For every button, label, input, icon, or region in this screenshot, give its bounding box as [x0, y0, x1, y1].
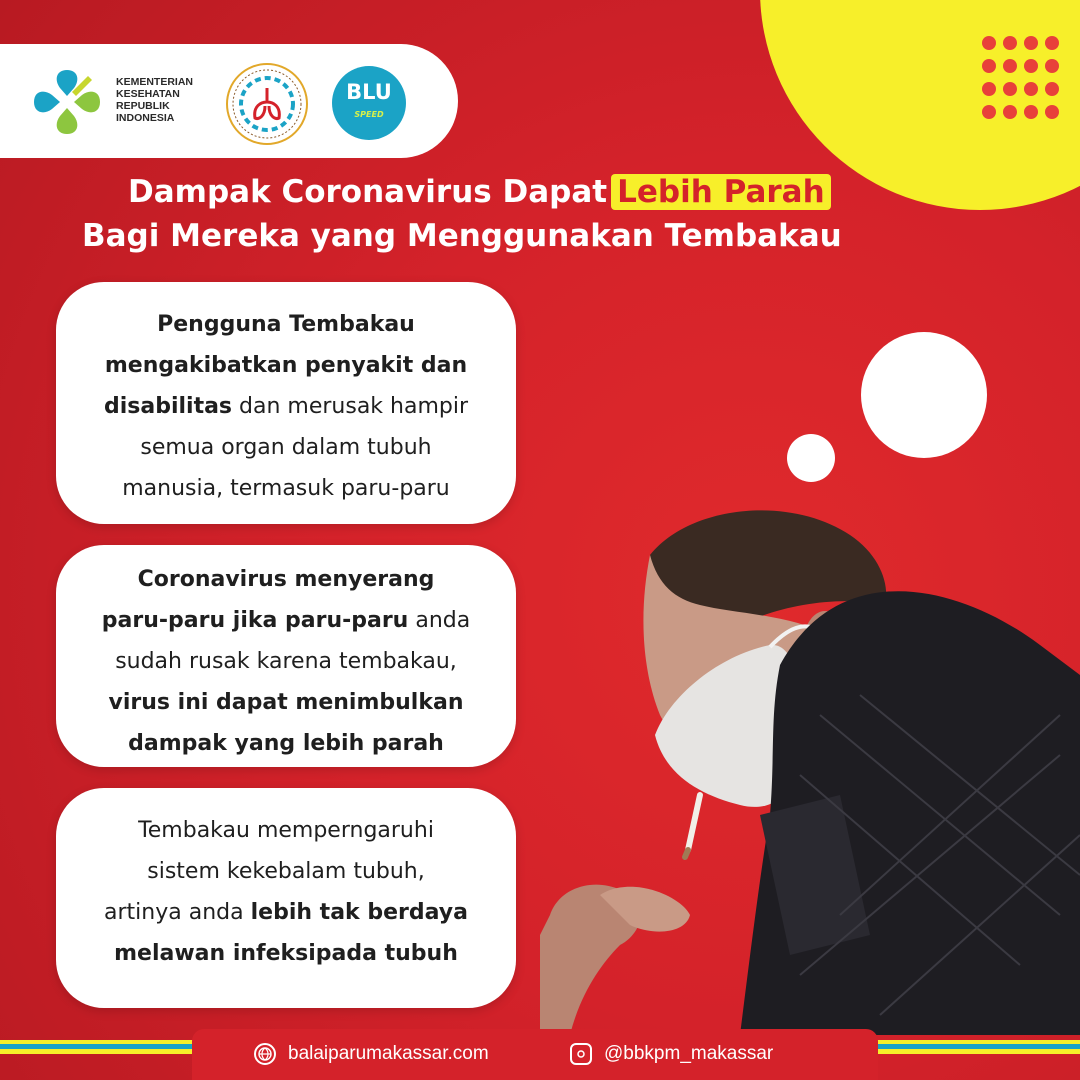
thought-bubble-small	[787, 434, 835, 482]
headline-line-1: Dampak Coronavirus Dapat Lebih Parah	[128, 170, 831, 214]
headline-line-2: Bagi Mereka yang Menggunakan Tembakau	[82, 218, 842, 254]
decorative-dot-grid	[982, 36, 1058, 119]
logo-bar	[0, 44, 458, 158]
thought-bubble-large	[861, 332, 987, 458]
instagram-icon	[570, 1043, 592, 1065]
website-link[interactable]: balaiparumakassar.com	[254, 1039, 489, 1069]
headline-highlight: Lebih Parah	[611, 174, 831, 210]
info-card-3: Tembakau memperngaruhi sistem kekebalam tubuh, artinya anda lebih tak berdaya melawan infeksipada tubuh	[56, 788, 516, 1008]
footer-bar	[192, 1029, 878, 1080]
globe-icon	[254, 1043, 276, 1065]
bbkpm-seal-logo	[225, 62, 309, 146]
info-card-1: Pengguna Tembakau mengakibatkan penyakit dan disabilitas dan merusak hampir semua organ dalam tubuh manusia, termasuk paru-paru	[56, 282, 516, 524]
kemenkes-name: KEMENTERIAN KESEHATAN REPUBLIK INDONESIA	[116, 76, 194, 124]
blu-speed-logo: BLU SPEED	[332, 66, 406, 140]
masked-smoker-photo	[540, 495, 1080, 1035]
kemenkes-logo-icon	[30, 66, 104, 138]
instagram-link[interactable]: @bbkpm_makassar	[570, 1039, 773, 1069]
info-card-2: Coronavirus menyerang paru-paru jika paru-paru anda sudah rusak karena tembakau, virus ini dapat menimbulkan dampak yang lebih parah	[56, 545, 516, 767]
